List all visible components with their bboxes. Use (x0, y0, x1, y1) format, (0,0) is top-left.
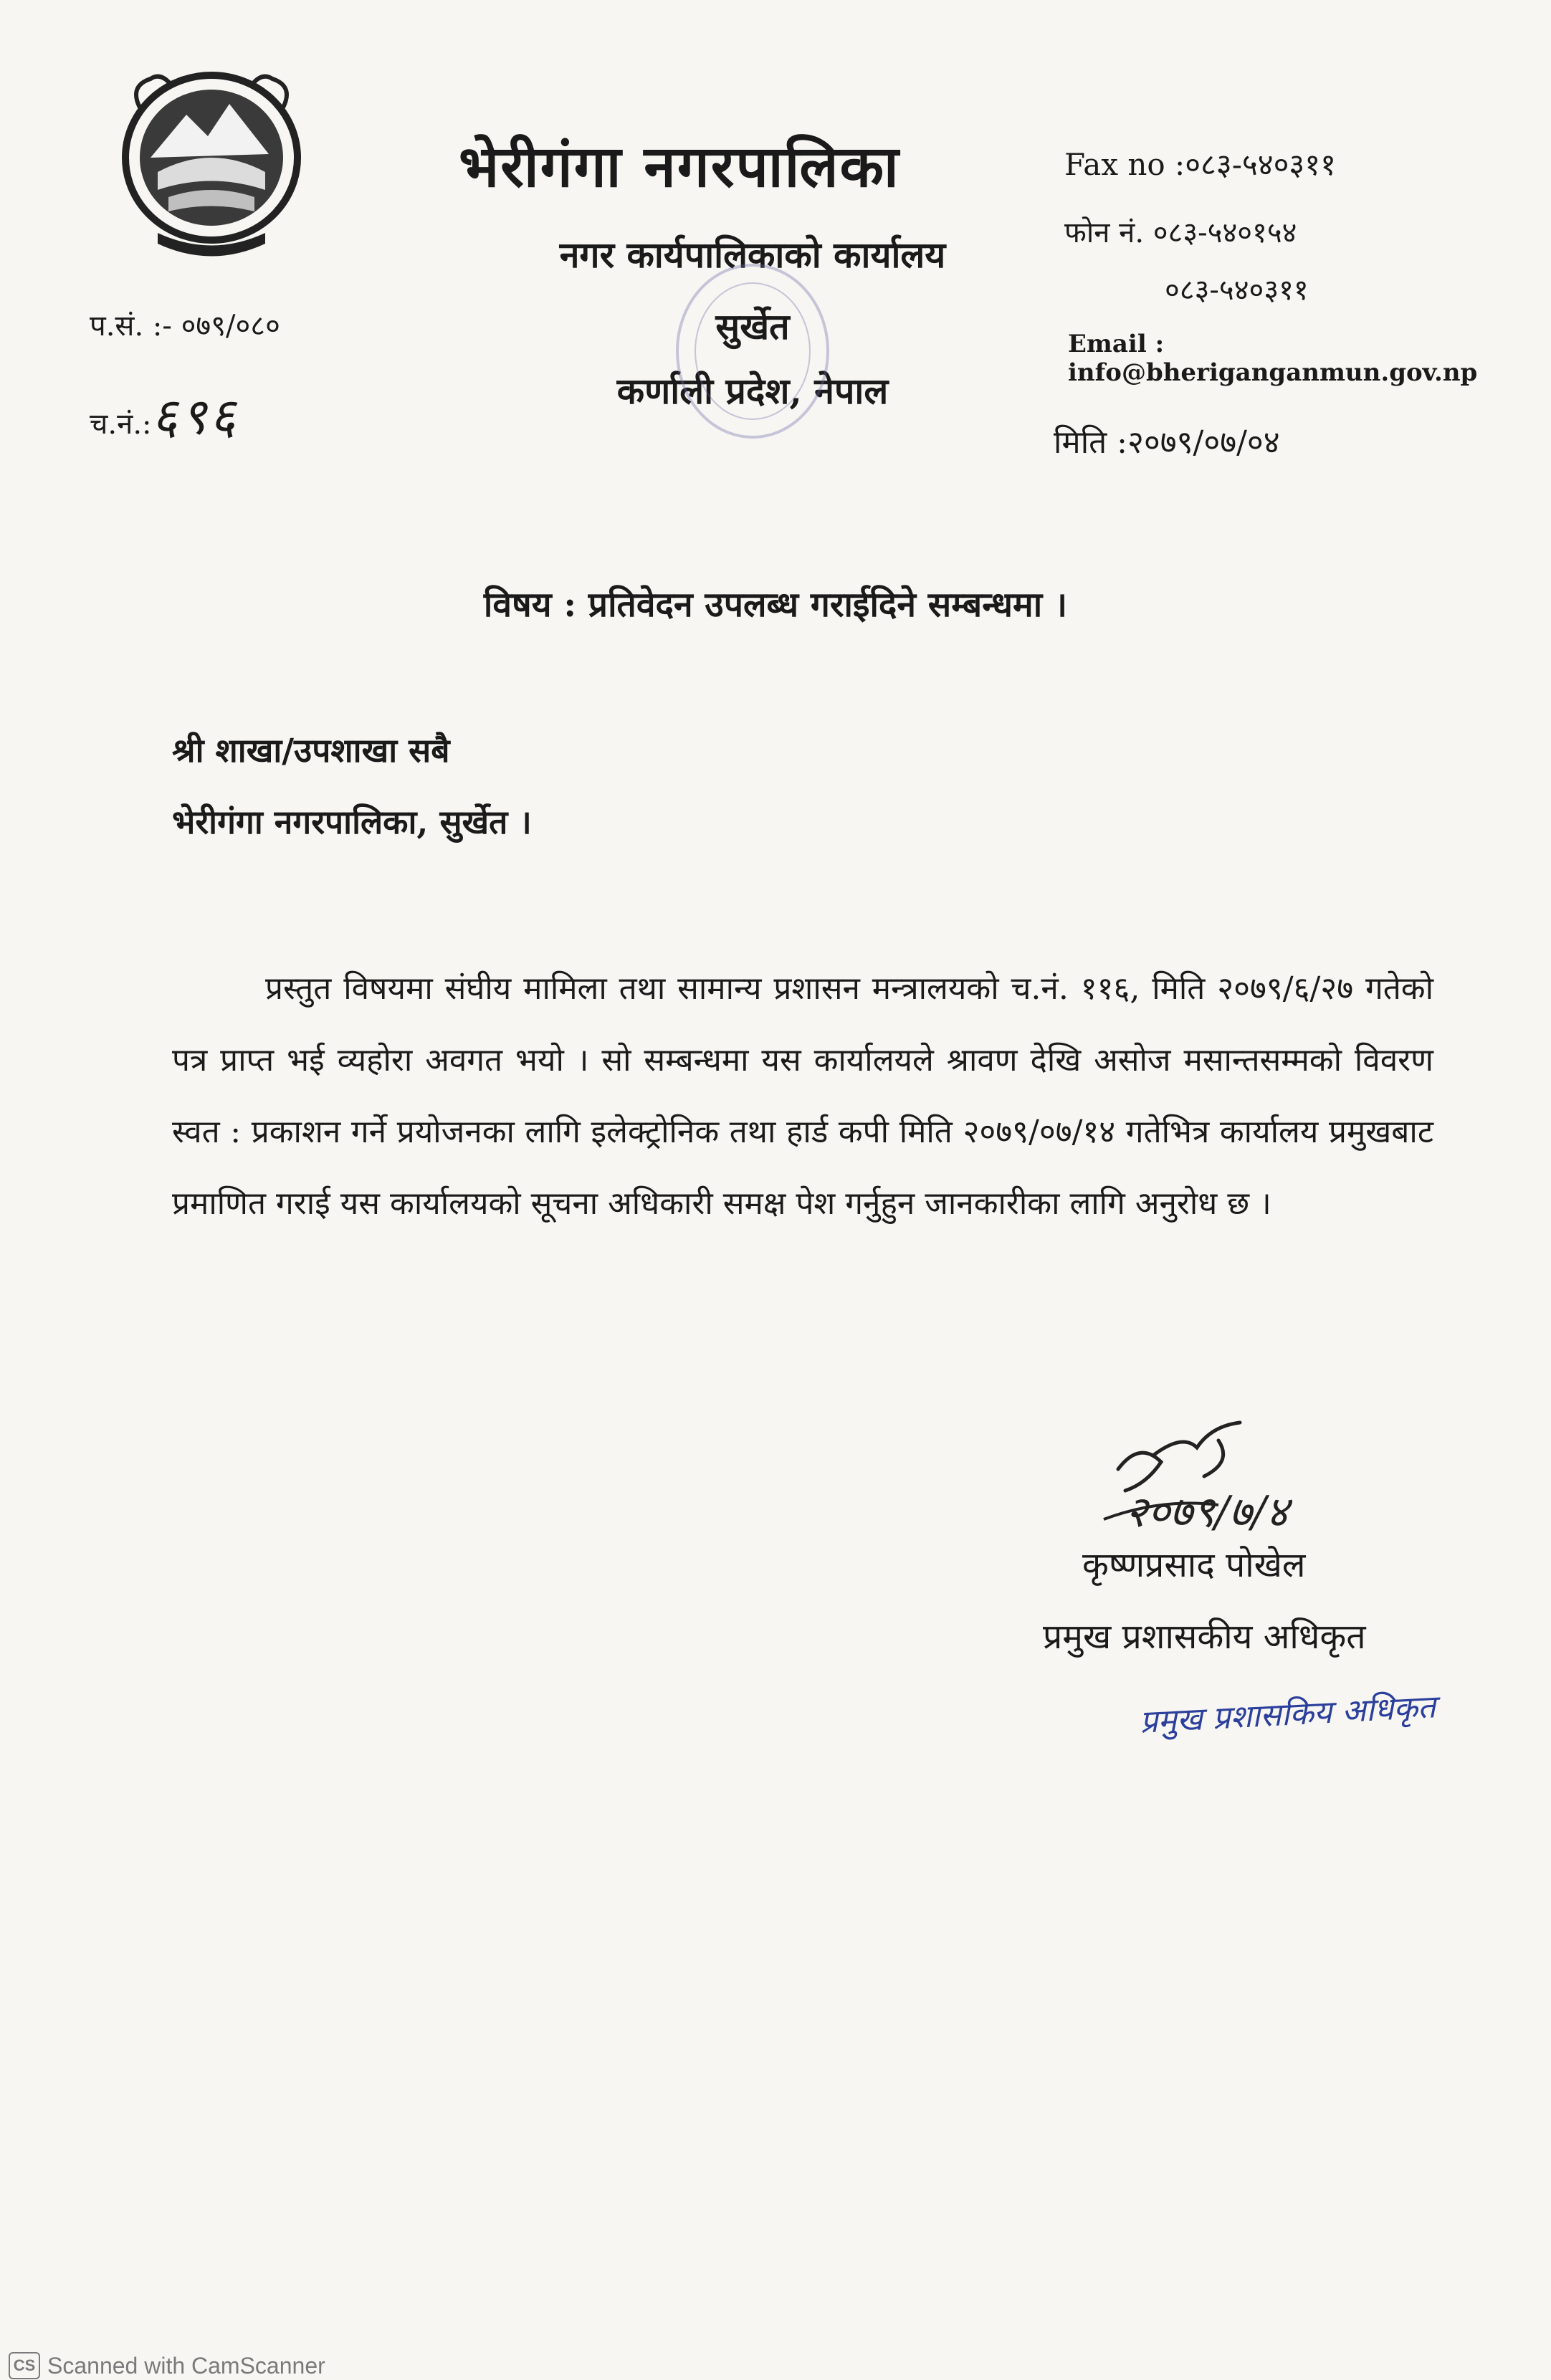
addressee-line-1: श्री शाखा/उपशाखा सबै (172, 731, 450, 770)
fax-number: Fax no :०८३-५४०३११ (1064, 147, 1336, 182)
addressee-line-2: भेरीगंगा नगरपालिका, सुर्खेत । (172, 803, 532, 841)
letter-subject: विषय : प्रतिवेदन उपलब्ध गराईदिने सम्बन्धमा । (483, 585, 1068, 625)
province-country: कर्णाली प्रदेश, नेपाल (616, 370, 889, 412)
email-address: Email : info@bheriganganmun.gov.np (1068, 330, 1478, 387)
office-name: नगर कार्यपालिकाको कार्यालय (559, 234, 946, 276)
patra-sankhya (90, 305, 280, 344)
scanner-watermark (9, 2352, 325, 2379)
patra-sankhya-label: प.सं. :- (90, 310, 181, 343)
phone-number: फोन नं. ०८३-५४०१५४ (1064, 216, 1297, 249)
organization-name: भेरीगंगा नगरपालिका (459, 133, 900, 200)
signatory-name: कृष्णप्रसाद पोखेल (1082, 1545, 1306, 1585)
chalani-value: ६९६ (151, 387, 239, 446)
scanner-text: Scanned with CamScanner (47, 2352, 325, 2379)
city-name: सुर्खेत (715, 305, 790, 348)
camscanner-logo-icon: CS (9, 2352, 40, 2379)
handwritten-signature (1075, 1419, 1347, 1555)
signatory-title: प्रमुख प्रशासकीय अधिकृत (1043, 1617, 1366, 1657)
phone-number-secondary: ०८३-५४०३११ (1165, 274, 1309, 307)
letter-date: मिति :२०७९/०७/०४ (1054, 424, 1280, 461)
nepal-emblem-icon (108, 64, 315, 258)
letter-body: प्रस्तुत विषयमा संघीय मामिला तथा सामान्य प्रशासन मन्त्रालयको च.नं. ११६, मिति २०७९/६/२७ गतेको पत्र प्राप्त भई व्यहोरा अवगत भयो । सो सम्बन्धमा यस कार्यालयले श्रावण देखि असोज मसान्तसम्मको विवरण स्वत : प्रकाशन गर्ने प्रयोजनका लागि इलेक्ट्रोनिक तथा हार्ड कपी मिति २०७९/०७/१४ गतेभित्र कार्यालय प्रमुखबाट प्रमाणित गराई यस कार्यालयको सूचना अधिकारी समक्ष पेश गर्नुहुन जानकारीका लागि अनुरोध छ । (172, 970, 1433, 1222)
chalani-number (90, 380, 239, 449)
signature-date: २०७९/७/४ (1125, 1487, 1289, 1537)
patra-sankhya-value: ०७९/०८० (181, 310, 280, 343)
office-stamp-icon (667, 258, 839, 444)
designation-stamp: प्रमुख प्रशासकिय अधिकृत (1139, 1688, 1437, 1741)
chalani-label: च.नं.: (90, 408, 152, 441)
